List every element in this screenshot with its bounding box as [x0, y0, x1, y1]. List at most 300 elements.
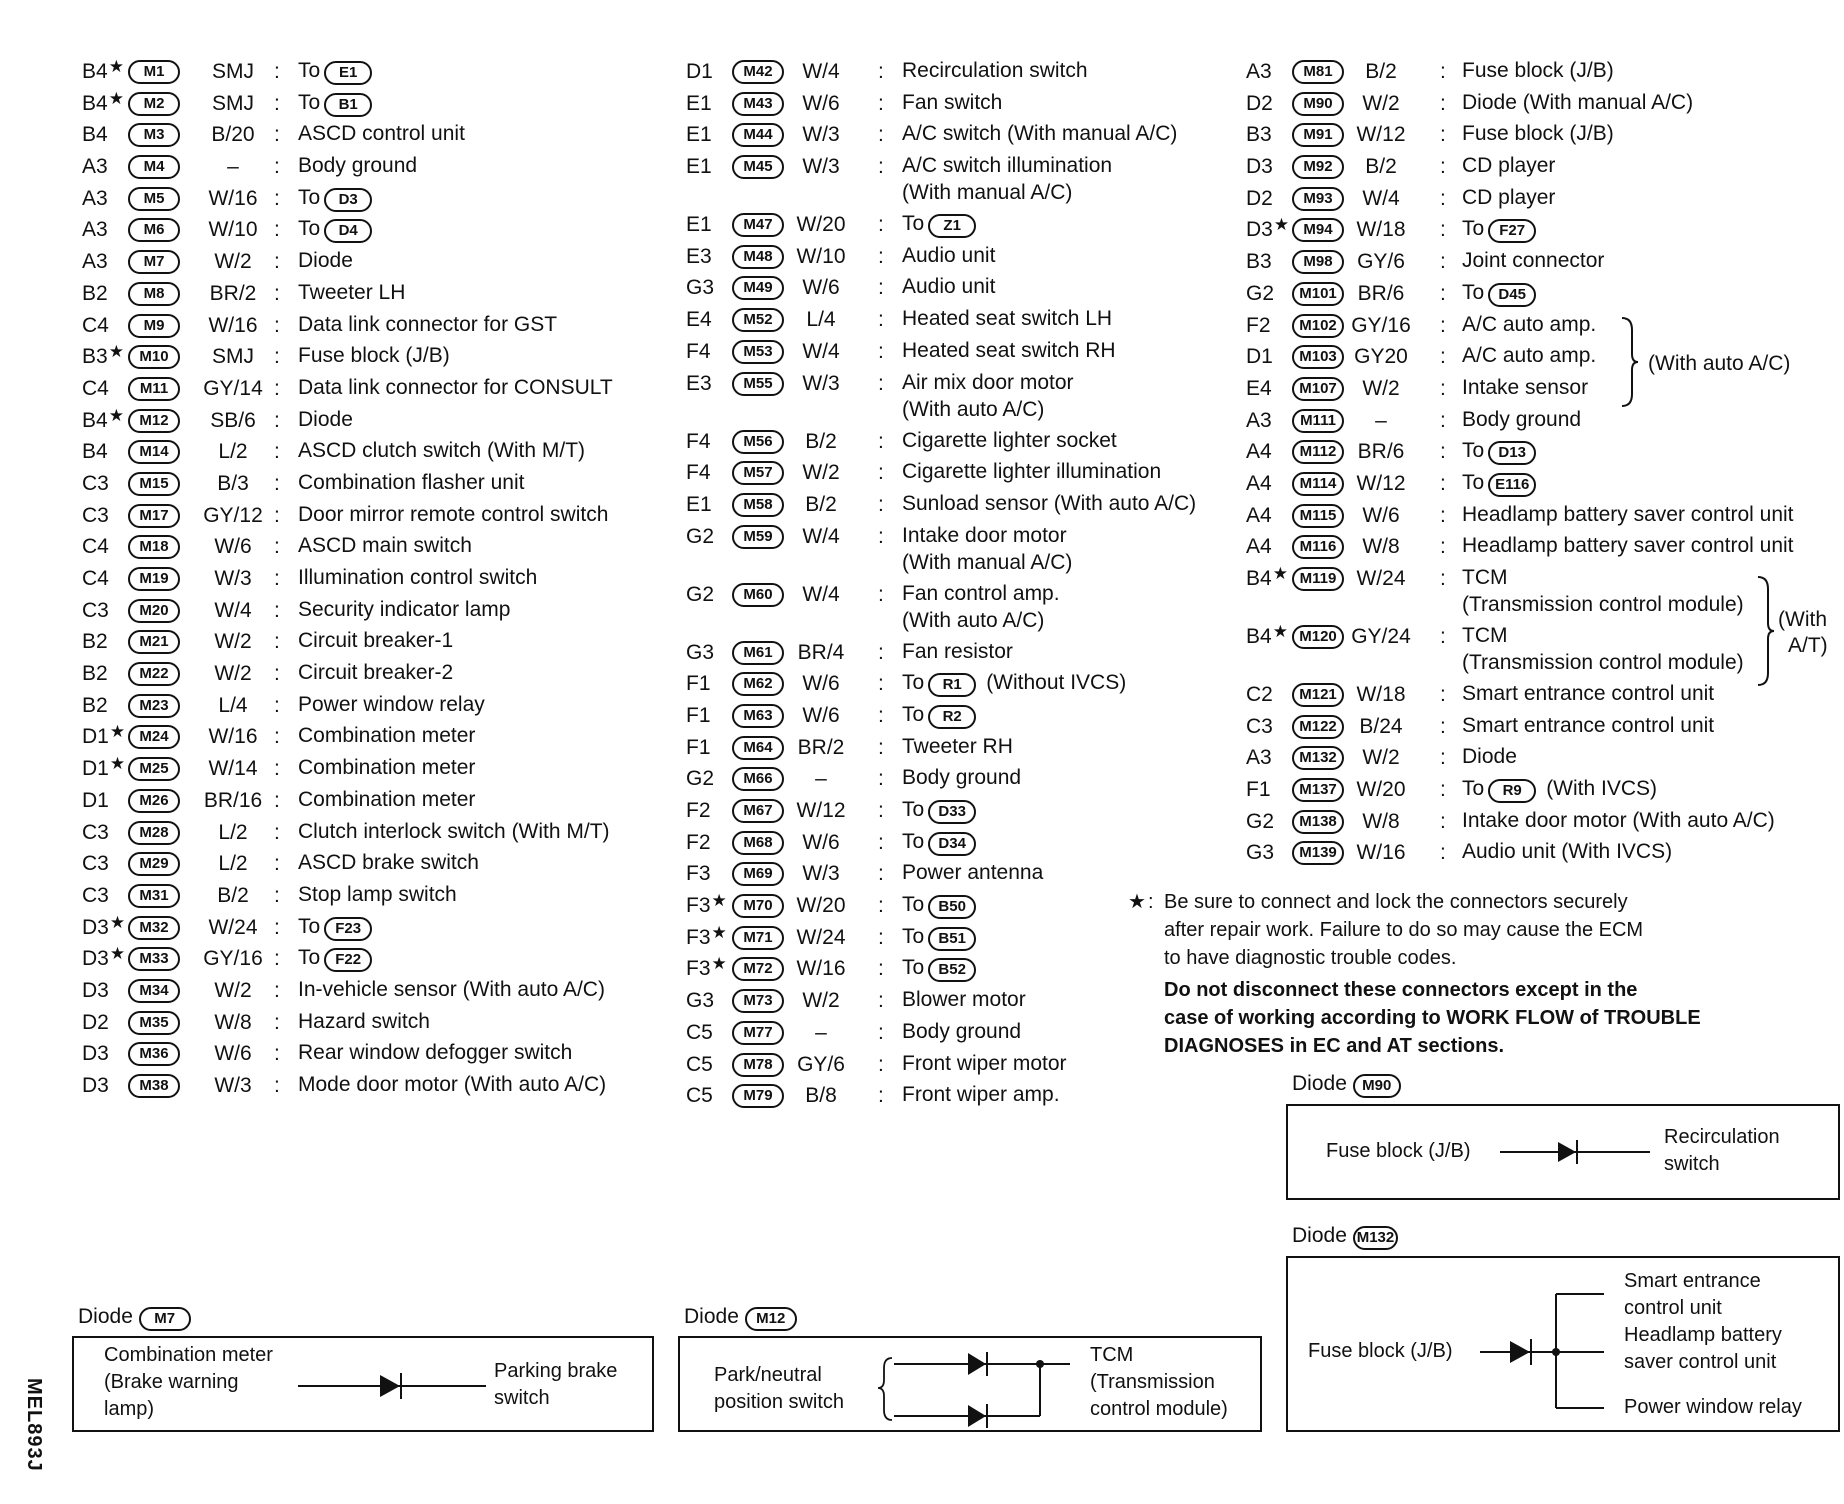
description-text: Headlamp battery saver control unit [1462, 534, 1794, 558]
description-text: To [1462, 280, 1485, 304]
description-text: CD player [1462, 154, 1556, 178]
description-text: Stop lamp switch [298, 882, 457, 906]
diagram-output-label: Power window relay [1624, 1396, 1802, 1418]
wire-color-pins: W/12 [1356, 471, 1406, 495]
description-text: ASCD brake switch [298, 851, 479, 875]
wire-color-pins: W/6 [1362, 503, 1400, 527]
diagram-m7-title [78, 1305, 191, 1331]
description-text: To [1462, 777, 1485, 801]
connector-badge: M36 [128, 1042, 180, 1066]
separator: : [274, 852, 280, 876]
diagram-output-label: Headlamp battery [1624, 1324, 1782, 1346]
separator: : [274, 60, 280, 83]
wire-color-pins: W/3 [802, 371, 840, 395]
description-text: TCM [1462, 566, 1508, 589]
wire-color-pins: SB/6 [210, 408, 256, 432]
grid-location: F3★ [686, 922, 727, 949]
target-connector-badge: B51 [928, 927, 976, 951]
wire-color-pins: W/6 [802, 703, 840, 727]
grid-location: B4★ [1246, 564, 1288, 590]
connector-badge: M6 [128, 218, 180, 242]
description-text: Audio unit [902, 275, 996, 299]
connector-badge: M31 [128, 884, 180, 908]
description-line-2: (With manual A/C) [902, 181, 1073, 205]
connector-badge: M9 [128, 314, 180, 338]
star-icon: ★ [1128, 891, 1146, 913]
note-with-at-1: (With [1778, 608, 1827, 631]
separator: : [274, 91, 280, 115]
connector-badge: M14 [128, 440, 180, 464]
star-icon: ★ [711, 891, 727, 911]
connector-description [902, 427, 1117, 454]
connector-description [298, 532, 472, 559]
grid-location: D3★ [82, 944, 126, 971]
target-connector-badge: D45 [1488, 283, 1536, 307]
grid-location: F1 [686, 735, 711, 759]
diagram-label-right: Parking brake [494, 1360, 618, 1382]
grid-location: A3 [82, 218, 108, 242]
wire-color-pins: W/20 [1356, 778, 1406, 802]
separator: : [878, 703, 884, 727]
description-text: To [902, 829, 925, 853]
wire-color-pins: W/3 [214, 567, 252, 590]
connector-badge: M90 [1292, 92, 1344, 116]
description-text: Combination meter [298, 787, 476, 811]
connector-badge: M44 [732, 123, 784, 147]
connector-badge: M67 [732, 799, 784, 823]
connector-description [1462, 342, 1596, 369]
connector-description [1462, 680, 1714, 707]
wire-color-pins: GY/12 [203, 503, 263, 527]
grid-location: F3★ [686, 891, 727, 918]
grid-location: F4 [686, 461, 711, 485]
separator: : [878, 672, 884, 696]
separator: : [1440, 778, 1446, 802]
wire-color-pins: W/2 [214, 662, 252, 686]
grid-location: C4 [82, 567, 109, 590]
wire-color-pins: B/8 [805, 1084, 837, 1108]
wire-color-pins: GY/14 [203, 376, 263, 400]
target-connector-badge: B1 [324, 93, 372, 117]
description-text: To [1462, 470, 1485, 494]
connector-description [298, 469, 524, 496]
star-icon: ★ [1272, 622, 1288, 641]
wire-color-pins: B/2 [805, 429, 837, 453]
connector-description [902, 701, 976, 729]
wire-color-pins: W/8 [1362, 535, 1400, 559]
connector-badge: M70 [732, 894, 784, 918]
connector-badge: M91 [1292, 123, 1344, 147]
connector-description [298, 311, 557, 338]
wire-color-pins: W/6 [802, 91, 840, 115]
wire-color-pins: W/4 [802, 339, 840, 363]
diagram-title-label: Diode [1292, 1072, 1347, 1095]
connector-description [902, 638, 1013, 665]
connector-badge: M26 [128, 789, 180, 813]
separator: : [878, 276, 884, 300]
grid-location: C5 [686, 1052, 713, 1076]
separator: : [1440, 250, 1446, 274]
separator: : [878, 244, 884, 268]
wire-color-pins: W/8 [214, 1010, 252, 1034]
separator: : [274, 883, 280, 907]
separator: : [878, 524, 884, 548]
wire-color-pins: W/4 [214, 598, 252, 622]
description-text: To [298, 90, 321, 114]
wire-color-pins: W/2 [214, 978, 252, 1002]
diagram-output-label: Smart entrance [1624, 1270, 1761, 1292]
wire-color-pins: W/16 [208, 313, 258, 337]
description-text: Fuse block (J/B) [1462, 59, 1614, 82]
diagram-m7-box [72, 1336, 654, 1432]
grid-location: C3 [82, 503, 109, 527]
connector-description [298, 596, 510, 623]
connector-description [902, 305, 1112, 332]
connector-badge: M94 [1292, 218, 1344, 242]
description-text: Rear window defogger switch [298, 1041, 573, 1065]
grid-location: D3★ [1246, 215, 1290, 242]
connector-badge: M49 [732, 276, 784, 300]
connector-description [298, 57, 372, 85]
connector-badge: M121 [1292, 683, 1344, 707]
grid-location: F1 [686, 703, 711, 727]
connector-badge: M48 [732, 245, 784, 269]
connector-description [1462, 152, 1555, 179]
connector-description [902, 210, 976, 238]
connector-badge: M56 [732, 430, 784, 454]
description-text: Sunload sensor (With auto A/C) [902, 491, 1197, 515]
diagram-label-right: control module) [1090, 1398, 1228, 1420]
connector-description [298, 279, 405, 306]
connector-description [298, 786, 475, 813]
connector-description [902, 1050, 1067, 1077]
star-icon: ★ [711, 954, 727, 974]
reference-code: MEL893J [23, 1378, 45, 1472]
connector-badge: M12 [745, 1307, 797, 1331]
description-text: Heated seat switch RH [902, 338, 1116, 362]
separator: : [878, 213, 884, 237]
diagram-label-left: Park/neutral [714, 1364, 822, 1386]
description-line-2: (With auto A/C) [902, 608, 1045, 632]
grid-location: G3 [1246, 841, 1275, 865]
brace-with-at [1756, 575, 1776, 687]
connector-badge: M115 [1292, 504, 1344, 528]
connector-description [298, 247, 353, 274]
description-text: Tweeter LH [298, 280, 406, 304]
separator: : [274, 123, 280, 147]
separator: : [878, 91, 884, 115]
connector-description [902, 891, 976, 919]
grid-location: B3★ [82, 342, 124, 369]
wire-color-pins: GY/24 [1351, 625, 1411, 648]
grid-location: F3★ [686, 954, 727, 981]
description-text: Cigarette lighter socket [902, 428, 1117, 452]
grid-location: B4 [82, 123, 108, 147]
connector-badge: M59 [732, 525, 784, 549]
description-text: Tweeter RH [902, 734, 1013, 758]
separator: : [878, 1020, 884, 1044]
connector-badge: M107 [1292, 377, 1344, 401]
wire-color-pins: BR/4 [797, 640, 845, 664]
connector-description [298, 374, 613, 401]
diagram-label-right: switch [494, 1387, 550, 1409]
separator: : [1440, 408, 1446, 432]
connector-description [1462, 247, 1604, 274]
wire-color-pins: W/16 [1356, 841, 1406, 865]
separator: : [274, 186, 280, 210]
diagram-title-label: Diode [78, 1305, 133, 1328]
connector-description [298, 501, 608, 528]
grid-location: D3 [1246, 155, 1273, 179]
description-text: Fan control amp. [902, 581, 1060, 605]
target-connector-badge: R9 [1488, 779, 1536, 803]
connector-badge: M132 [1353, 1226, 1399, 1250]
connector-description [298, 152, 417, 179]
description-text: Power window relay [298, 692, 485, 716]
separator: : [274, 535, 280, 559]
description-text: To [902, 924, 925, 948]
grid-location: C4 [82, 535, 109, 559]
grid-location: B4★ [82, 405, 124, 432]
connector-badge: M32 [128, 916, 180, 940]
separator: : [1440, 123, 1446, 147]
connector-badge: M22 [128, 662, 180, 686]
wire-color-pins: B/2 [1365, 60, 1397, 83]
description-line-2: (With auto A/C) [902, 397, 1045, 421]
connector-badge: M93 [1292, 187, 1344, 211]
connector-description [1462, 743, 1517, 770]
description-text: Blower motor [902, 988, 1026, 1012]
connector-badge: M1 [128, 60, 180, 84]
wire-color-pins: L/2 [218, 820, 248, 844]
grid-location: B4 [82, 440, 108, 464]
connector-badge: M81 [1292, 60, 1344, 84]
connector-description [1462, 279, 1536, 307]
connector-badge: M137 [1292, 778, 1344, 802]
separator: : [878, 1052, 884, 1076]
separator: : [878, 1084, 884, 1108]
connector-badge: M138 [1292, 810, 1344, 834]
description-text: Mode door motor (With auto A/C) [298, 1073, 607, 1096]
connector-badge: M132 [1292, 746, 1344, 770]
description-text: Joint connector [1462, 249, 1605, 273]
grid-location: F1 [686, 672, 711, 696]
separator: : [1440, 714, 1446, 738]
connector-description [298, 184, 372, 212]
wire-color-pins: – [227, 155, 239, 179]
connector-badge: M19 [128, 567, 180, 591]
description-text: ASCD clutch switch (With M/T) [298, 439, 586, 463]
connector-badge: M116 [1292, 535, 1344, 559]
grid-location: F4 [686, 429, 711, 453]
diagram-label-left: Fuse block (J/B) [1326, 1140, 1471, 1162]
separator: : [274, 915, 280, 939]
connector-badge: M102 [1292, 314, 1344, 338]
wire-color-pins: W/2 [214, 630, 252, 654]
note-line: to have diagnostic trouble codes. [1164, 947, 1457, 969]
separator: : [878, 830, 884, 854]
separator: : [274, 598, 280, 622]
description-text: Front wiper amp. [902, 1083, 1060, 1107]
wire-color-pins: W/20 [796, 894, 846, 918]
grid-location: B2 [82, 693, 108, 717]
connector-badge: M61 [732, 641, 784, 665]
connector-badge: M10 [128, 345, 180, 369]
diode-symbol-icon [1500, 1152, 1650, 1182]
grid-location: G3 [686, 989, 715, 1013]
connector-description [298, 849, 479, 876]
separator: : [878, 957, 884, 981]
connector-badge: M62 [732, 672, 784, 696]
connector-description [1462, 89, 1693, 116]
connector-description [1462, 120, 1614, 147]
description-text: In-vehicle sensor (With auto A/C) [298, 977, 605, 1001]
connector-badge: M98 [1292, 250, 1344, 274]
target-connector-badge: D4 [324, 219, 372, 243]
description-suffix: (With IVCS) [1546, 777, 1658, 801]
diode-symbol-icon [298, 1386, 488, 1416]
wire-color-pins: W/16 [208, 186, 258, 210]
grid-location: F3 [686, 862, 711, 886]
separator: : [1440, 503, 1446, 527]
wire-color-pins: W/6 [802, 276, 840, 300]
grid-location: E3 [686, 244, 712, 268]
wire-color-pins: – [815, 1020, 827, 1044]
connector-badge: M25 [128, 757, 180, 781]
grid-location: A4 [1246, 503, 1272, 527]
target-connector-badge: R2 [928, 705, 976, 729]
connector-description [298, 1039, 572, 1066]
description-text: Air mix door motor [902, 370, 1074, 394]
connector-description [298, 818, 610, 845]
wire-color-pins: W/2 [1362, 91, 1400, 115]
separator: : [878, 925, 884, 949]
description-line-2: (With manual A/C) [902, 550, 1073, 574]
description-text: To [902, 798, 925, 821]
target-connector-badge: D13 [1488, 441, 1536, 465]
grid-location: C3 [82, 471, 109, 495]
connector-description [1462, 532, 1794, 559]
separator: : [1440, 567, 1446, 590]
grid-location: D1★ [82, 754, 126, 781]
separator: : [878, 371, 884, 395]
grid-location: C2 [1246, 683, 1273, 706]
connector-description [1462, 775, 1657, 803]
connector-badge: M52 [732, 308, 784, 332]
diagram-label-right: (Transmission [1090, 1371, 1215, 1393]
separator: : [274, 440, 280, 464]
wire-color-pins: BR/6 [1357, 440, 1405, 464]
connector-badge: M17 [128, 504, 180, 528]
connector-description [902, 242, 995, 269]
separator: : [1440, 625, 1446, 648]
wire-color-pins: W/24 [208, 915, 258, 939]
description-text: Door mirror remote control switch [298, 502, 609, 526]
star-icon: ★ [711, 922, 727, 942]
target-connector-badge: D33 [928, 800, 976, 824]
grid-location: C5 [686, 1020, 713, 1044]
connector-badge: M35 [128, 1011, 180, 1035]
description-text: Smart entrance control unit [1462, 682, 1715, 705]
connector-badge: M43 [732, 92, 784, 116]
target-connector-badge: F23 [324, 917, 372, 941]
connector-description [298, 89, 372, 117]
separator: : [1440, 218, 1446, 242]
wire-color-pins: W/12 [1356, 123, 1406, 147]
wire-color-pins: W/20 [796, 213, 846, 237]
wire-color-pins: W/24 [1356, 567, 1406, 590]
description-text: Clutch interlock switch (With M/T) [298, 819, 610, 843]
connector-badge: M33 [128, 947, 180, 971]
note-with-at-2: A/T) [1788, 634, 1828, 657]
grid-location: E3 [686, 371, 712, 395]
diagram-label-right: TCM [1090, 1344, 1134, 1366]
star-icon: ★ [108, 57, 124, 76]
separator: : [878, 308, 884, 332]
connector-badge: M23 [128, 694, 180, 718]
grid-location: D3★ [82, 912, 126, 939]
connector-description [298, 564, 537, 591]
connector-badge: M78 [732, 1053, 784, 1077]
description-text: Intake door motor (With auto A/C) [1462, 808, 1775, 832]
connector-badge: M7 [128, 250, 180, 274]
wire-color-pins: BR/2 [797, 735, 845, 759]
wire-color-pins: GY/16 [1351, 313, 1411, 337]
connector-badge: M45 [732, 155, 784, 179]
diagram-label-left: Combination meter [104, 1344, 273, 1366]
connector-badge: M7 [139, 1307, 191, 1331]
target-connector-badge: D3 [324, 188, 372, 212]
separator: : [1440, 155, 1446, 179]
grid-location: G3 [686, 276, 715, 300]
grid-location: E4 [686, 308, 712, 332]
grid-location: A3 [82, 186, 108, 210]
diagram-label-right: switch [1664, 1153, 1720, 1175]
connector-description [902, 152, 1112, 206]
connector-description [902, 954, 976, 982]
separator: : [274, 218, 280, 242]
diagram-m132-box [1286, 1256, 1840, 1432]
separator: : [1440, 841, 1446, 865]
separator: : [878, 735, 884, 759]
description-text: ASCD main switch [298, 534, 472, 558]
separator: : [878, 640, 884, 664]
description-text: Diode (With manual A/C) [1462, 90, 1694, 114]
grid-location: G2 [686, 582, 715, 606]
connector-badge: M28 [128, 821, 180, 845]
connector-description [298, 406, 353, 433]
grid-location: C3 [82, 883, 109, 907]
separator: : [1440, 471, 1446, 495]
connector-description [1462, 622, 1744, 676]
wire-color-pins: L/2 [218, 852, 248, 876]
diagram-output-label: control unit [1624, 1297, 1722, 1319]
separator: : [274, 281, 280, 305]
separator: : [878, 461, 884, 485]
description-text: Cigarette lighter illumination [902, 460, 1162, 484]
description-text: Recirculation switch [902, 59, 1088, 82]
grid-location: C3 [1246, 714, 1273, 738]
grid-location: A3 [1246, 408, 1272, 432]
wire-color-pins: B/2 [1365, 155, 1397, 179]
separator: : [274, 662, 280, 686]
connector-description [902, 120, 1177, 147]
grid-location: A4 [1246, 440, 1272, 464]
grid-location: A4 [1246, 535, 1272, 559]
connector-warning-note [1128, 888, 1788, 1060]
connector-description [902, 273, 995, 300]
wire-color-pins: B/2 [805, 492, 837, 516]
